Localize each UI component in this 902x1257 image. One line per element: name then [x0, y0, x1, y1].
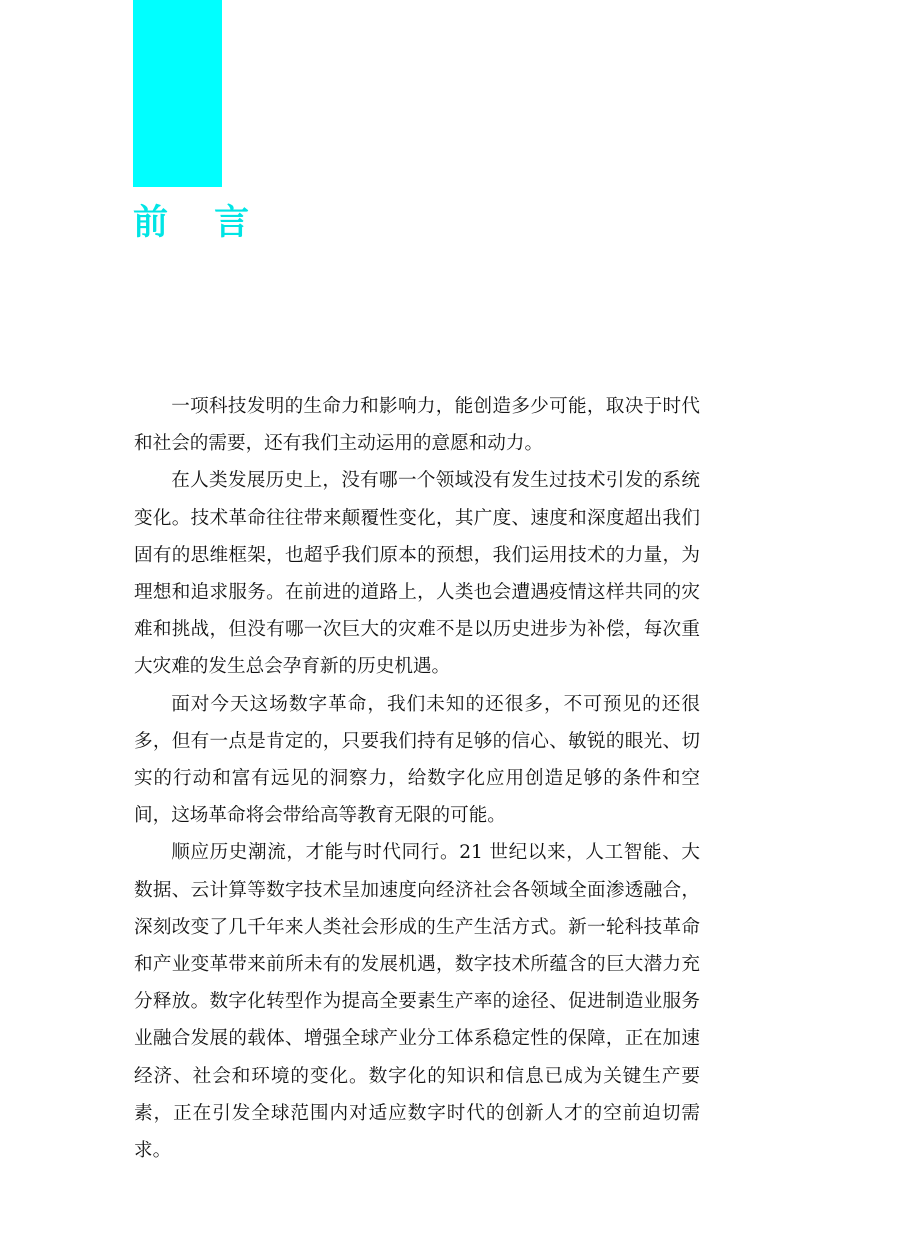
paragraph-3: 面对今天这场数字革命，我们未知的还很多，不可预见的还很多，但有一点是肯定的，只要我们持有足够的信心、敏锐的眼光、切实的行动和富有远见的洞察力，给数字化应用创造足够的条件和空间，这场革命将会带给高等教育无限的可能。	[134, 693, 700, 827]
paragraph-2: 在人类发展历史上，没有哪一个领域没有发生过技术引发的系统变化。技术革命往往带来颠覆性变化，其广度、速度和深度超出我们固有的思维框架，也超乎我们原本的预想，我们运用技术的力量，为理想和追求服务。在前进的道路上，人类也会遭遇疫情这样共同的灾难和挑战，但没有哪一次巨大的灾难不是以历史进步为补偿，每次重大灾难的发生总会孕育新的历史机遇。	[134, 470, 700, 678]
chapter-accent-bar	[133, 0, 222, 187]
preface-body	[134, 388, 700, 1169]
paragraph-1: 一项科技发明的生命力和影响力，能创造多少可能，取决于时代和社会的需要，还有我们主动运用的意愿和动力。	[134, 396, 700, 455]
paragraph-4: 顺应历史潮流，才能与时代同行。21 世纪以来，人工智能、大数据、云计算等数字技术呈加速度向经济社会各领域全面渗透融合，深刻改变了几千年来人类社会形成的生产生活方式。新一轮科技革命和产业变革带来前所未有的发展机遇，数字技术所蕴含的巨大潜力充分释放。数字化转型作为提高全要素生产率的途径、促进制造业服务业融合发展的载体、增强全球产业分工体系稳定性的保障，正在加速经济、社会和环境的变化。数字化的知识和信息已成为关键生产要素，正在引发全球范围内对适应数字时代的创新人才的空前迫切需求。	[134, 842, 700, 1162]
chapter-title: 前 言	[133, 202, 267, 243]
